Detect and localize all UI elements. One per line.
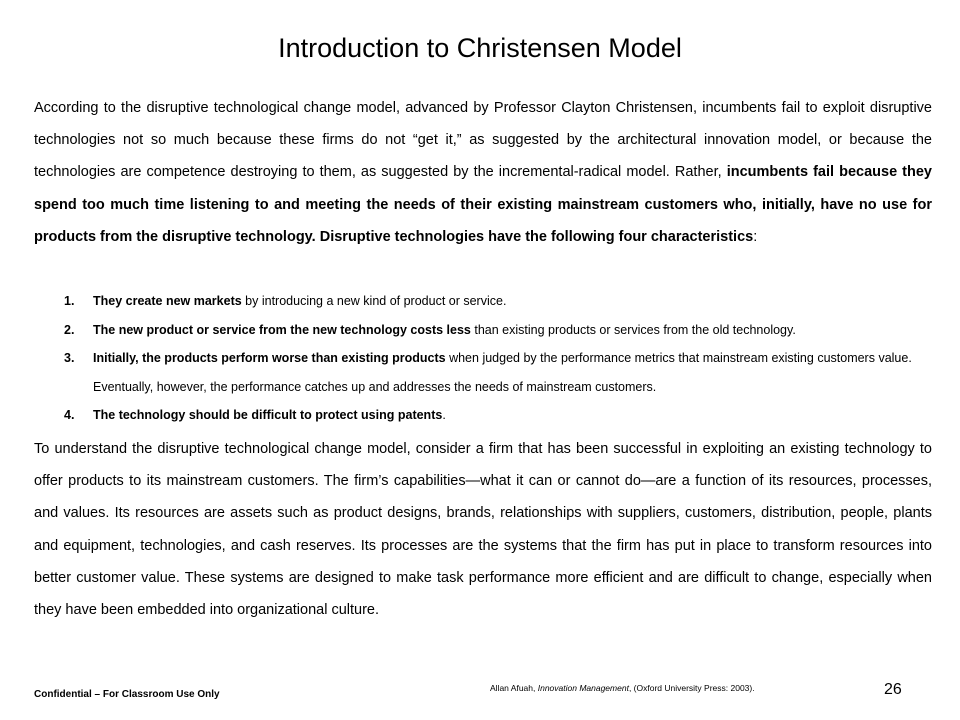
confidential-notice: Confidential – For Classroom Use Only [34,689,220,700]
list-item [64,287,932,316]
citation-publisher: , (Oxford University Press: 2003). [628,683,755,693]
list-item [64,344,932,401]
closing-paragraph: To understand the disruptive technological change model, consider a firm that has been successful in exploiting an existing technology to offer products to its mainstream customers. The firm’s capabilities—what it can or cannot do—are a function of its resources, processes, and values. Its resources are assets such as product designs, brands, relationships with suppliers, customers, distribution, people, plants and equipment, technologies, and cash reserves. Its processes are the systems that the firm has put in place to transform resources into better customer value. These systems are designed to make task performance more efficient and are difficult to change, especially when they have been embedded into organizational culture. [34,441,932,619]
list-item-number: 2. [64,322,75,337]
list-item-text: than existing products or services from the old technology. [470,322,796,337]
list-item-text: when judged by the performance metrics that mainstream existing customers value. Eventually, however, the performance catches up and addresses the needs of mainstream customers. [93,351,912,394]
list-item-bold: Initially, the products perform worse than existing products [93,351,446,366]
characteristics-list [64,287,932,430]
list-item [64,401,932,430]
list-item-number: 3. [64,351,75,366]
slide-title: Introduction to Christensen Model [278,33,682,63]
list-item [64,316,932,345]
citation-author: Allan Afuah, [490,683,538,693]
intro-bold-characteristics: Disruptive technologies have the following four characteristics [315,228,754,245]
intro-text-end: : [753,228,758,245]
intro-bold-statement: incumbents fail because they spend too much time listening to and meeting the needs of their existing mainstream customers who, initially, have no use for products from the disruptive technology. [34,164,932,245]
citation-book-title: Innovation Management [537,683,629,693]
page-number: 26 [884,681,902,698]
list-item-bold: The technology should be difficult to protect using patents [93,408,443,423]
list-item-text: . [442,408,446,423]
list-item-bold: They create new markets [93,294,242,308]
list-item-number: 1. [64,294,75,308]
list-item-bold: The new product or service from the new technology costs less [93,322,471,337]
intro-text-start: According to the disruptive technological change model, advanced by Professor Clayton Christensen, incumbents fail to exploit disruptive technologies not so much because these firms do not “get it,” as suggested by the architectural innovation model, or because the technologies are competence destroying to them, as suggested by the incremental-radical model. Rather, [34,100,932,181]
list-item-text: by introducing a new kind of product or service. [241,294,507,308]
intro-paragraph [34,92,932,253]
citation [490,683,755,693]
list-item-number: 4. [64,408,75,423]
